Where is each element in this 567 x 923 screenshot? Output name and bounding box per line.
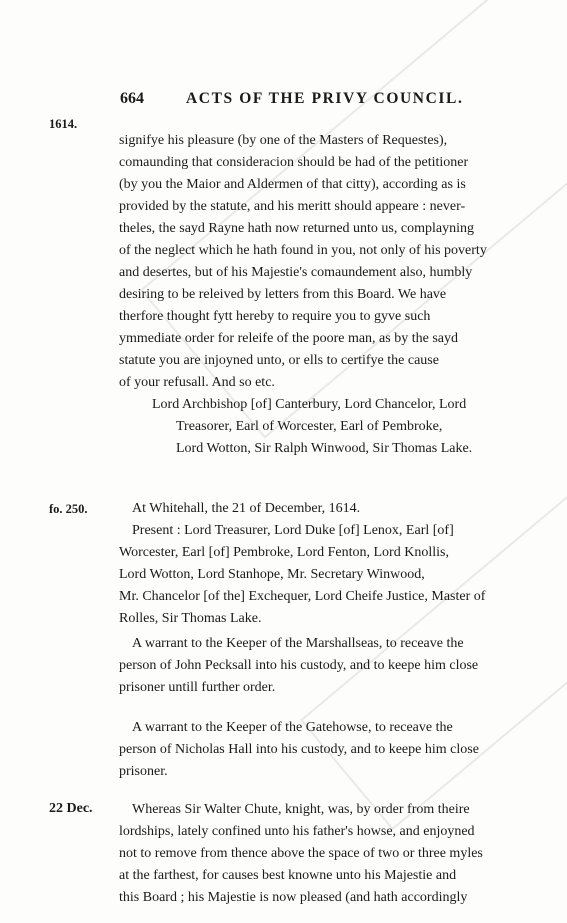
text-line: lordships, lately confined unto his father's howse, and enjoyned — [119, 824, 475, 839]
warrant-line: A warrant to the Keeper of the Marshallseas, to receave the — [132, 636, 464, 651]
meeting-heading: At Whitehall, the 21 of December, 1614. — [132, 501, 361, 516]
text-line: not to remove from thence above the space of two or three myles — [119, 846, 483, 861]
running-title: ACTS OF THE PRIVY COUNCIL. — [186, 90, 464, 107]
text-line: Whereas Sir Walter Chute, knight, was, by order from theire — [132, 802, 470, 817]
signatories-line: Treasorer, Earl of Worcester, Earl of Pembroke, — [176, 419, 443, 434]
warrant-line: A warrant to the Keeper of the Gatehowse, to receave the — [132, 720, 453, 735]
text-line: therfore thought fytt hereby to require you to gyve such — [119, 309, 431, 324]
margin-year: 1614. — [49, 117, 78, 131]
present-line: Lord Wotton, Lord Stanhope, Mr. Secretary Winwood, — [119, 567, 425, 582]
text-line: at the farthest, for causes best knowne unto his Majestie and — [119, 868, 457, 883]
text-line: desiring to be releived by letters from this Board. We have — [119, 287, 447, 302]
signatories-line: Lord Archbishop [of] Canterbury, Lord Chancelor, Lord — [152, 397, 467, 412]
warrant-line: person of John Pecksall into his custody, and to keepe him close — [119, 658, 479, 673]
present-line: Worcester, Earl [of] Pembroke, Lord Fenton, Lord Knollis, — [119, 545, 449, 560]
page-number: 664 — [120, 90, 144, 107]
text-line: ymmediate order for releife of the poore man, as by the sayd — [119, 331, 458, 346]
present-line: Rolles, Sir Thomas Lake. — [119, 611, 262, 626]
present-line: Present : Lord Treasurer, Lord Duke [of] Lenox, Earl [of] — [132, 523, 454, 538]
text-line: of the neglect which he hath found in you, not only of his poverty — [119, 243, 487, 258]
text-line: this Board ; his Majestie is now pleased (and hath accordingly — [119, 890, 468, 905]
text-line: statute you are injoyned unto, or ells to certifye the cause — [119, 353, 439, 368]
text-line: provided by the statute, and his meritt should appeare : never- — [119, 199, 466, 214]
signatories-line: Lord Wotton, Sir Ralph Winwood, Sir Thomas Lake. — [176, 441, 473, 456]
margin-date: 22 Dec. — [49, 801, 93, 816]
present-line: Mr. Chancelor [of the] Exchequer, Lord Cheife Justice, Master of — [119, 589, 486, 604]
margin-folio: fo. 250. — [49, 502, 88, 516]
warrant-line: prisoner. — [119, 764, 168, 779]
text-line: comaunding that consideracion should be had of the petitioner — [119, 155, 469, 170]
warrant-line: prisoner untill further order. — [119, 680, 276, 695]
text-line: signifye his pleasure (by one of the Masters of Requestes), — [119, 133, 448, 148]
text-line: of your refusall. And so etc. — [119, 375, 275, 390]
text-line: theles, the sayd Rayne hath now returned unto us, complayning — [119, 221, 474, 236]
warrant-line: person of Nicholas Hall into his custody, and to keepe him close — [119, 742, 479, 757]
text-line: (by you the Maior and Aldermen of that citty), according as is — [119, 177, 466, 192]
text-line: and desertes, but of his Majestie's comaundement also, humbly — [119, 265, 473, 280]
